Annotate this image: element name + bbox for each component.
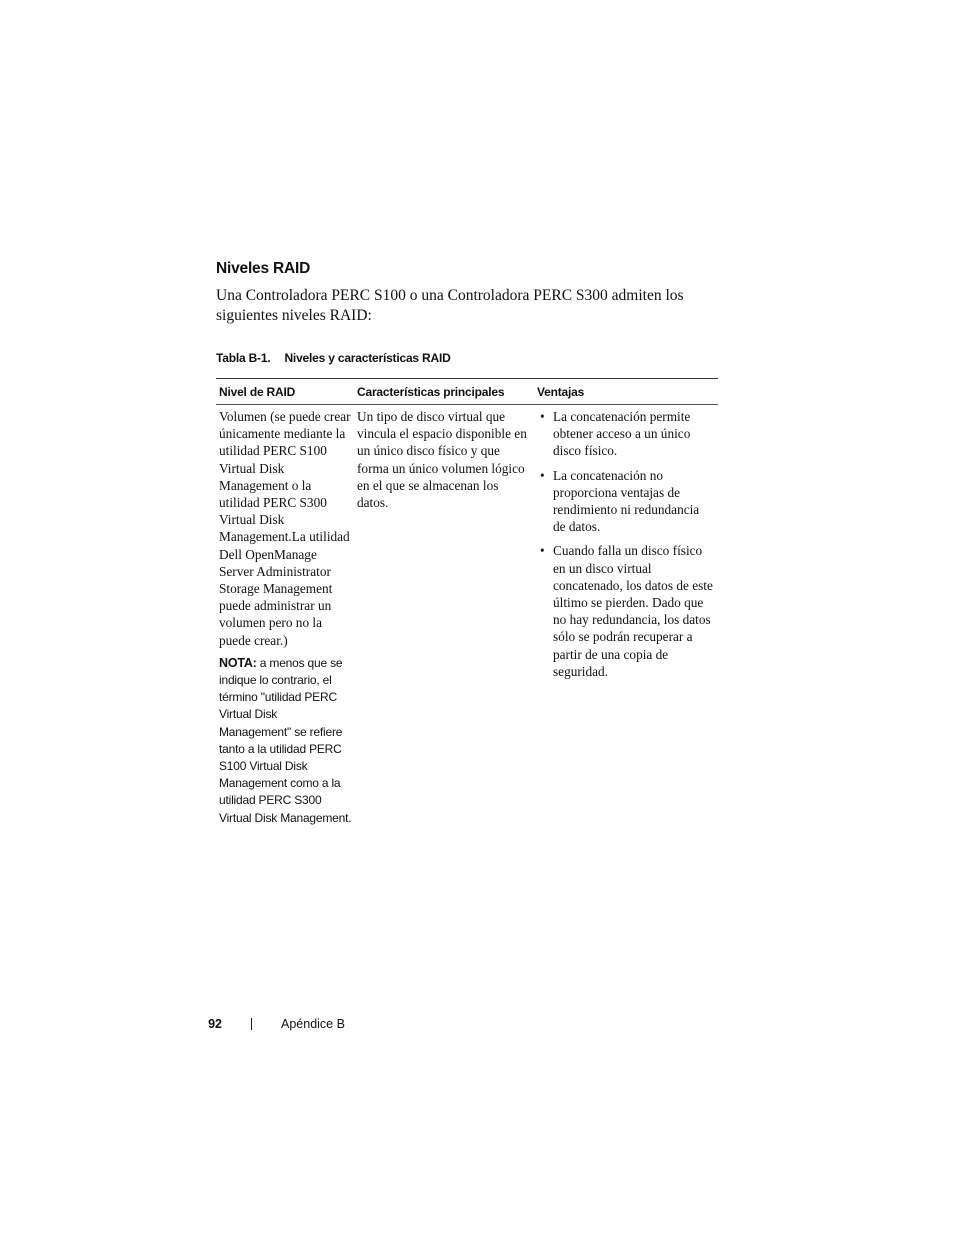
note-label: NOTA:: [219, 655, 257, 670]
page-number: 92: [208, 1017, 222, 1031]
table-caption-label: Tabla B-1.: [216, 351, 271, 365]
page-footer: [206, 1014, 345, 1034]
note-text: a menos que se indique lo contrario, el término "utilidad PERC Virtual Disk Management" se refiere tanto a la utilidad PERC S100 Virtual Disk Management como a la utilidad PERC S300 Virtual Disk Management.: [219, 655, 352, 825]
table-header-row: [216, 379, 718, 405]
list-item: [537, 467, 718, 536]
advantage-text: La concatenación no proporciona ventajas de rendimiento ni redundancia de datos.: [553, 467, 700, 535]
list-item: [537, 408, 718, 460]
table-caption-title: Niveles y características RAID: [284, 351, 451, 365]
table-caption: [216, 350, 718, 366]
advantage-text: Cuando falla un disco físico en un disco virtual concatenado, los datos de este último se pierden. Dado que no hay redundancia, los datos sólo se podrán recuperar a partir de una copia de seguridad.: [553, 543, 713, 679]
section-heading: Niveles RAID: [216, 260, 311, 277]
header-main-characteristics: Características principales: [357, 384, 505, 399]
raid-levels-table: [216, 378, 718, 827]
bullet-icon: •: [540, 409, 545, 424]
advantage-text: La concatenación permite obtener acceso a un único disco físico.: [553, 409, 691, 459]
intro-paragraph: Una Controladora PERC S100 o una Controladora PERC S300 admiten los siguientes niveles RAID:: [216, 287, 684, 324]
bullet-icon: •: [540, 467, 545, 483]
cell-advantages: [534, 408, 718, 827]
list-item: [537, 542, 718, 680]
header-raid-level: Nivel de RAID: [219, 384, 296, 399]
cell-characteristics: [354, 408, 534, 827]
advantages-list: [537, 408, 718, 680]
bullet-icon: •: [540, 543, 545, 559]
footer-section-name: Apéndice B: [281, 1017, 345, 1031]
characteristics-text: Un tipo de disco virtual que vincula el espacio disponible en un único disco físico y que forma un único volumen lógico en el que se almacenan los datos.: [357, 409, 527, 511]
page-content: [216, 258, 718, 827]
cell-raid-level: [216, 408, 354, 827]
note: [219, 655, 352, 827]
raid-level-text: Volumen (se puede crear únicamente mediante la utilidad PERC S100 Virtual Disk Management o la utilidad PERC S300 Virtual Disk Management.La utilidad Dell OpenManage Server Administrator Storage Management puede administrar un volumen pero no la puede crear.): [219, 409, 351, 648]
table-row: [216, 405, 718, 827]
header-advantages: Ventajas: [537, 384, 585, 399]
footer-separator: [251, 1018, 252, 1030]
